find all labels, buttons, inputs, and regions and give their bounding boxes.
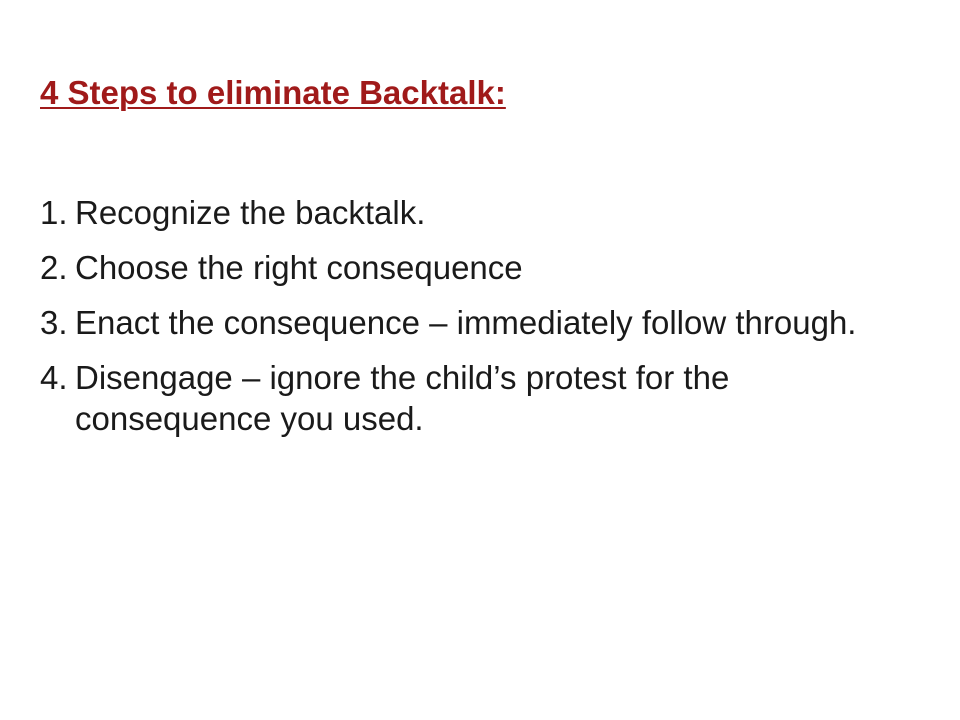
- list-item: [40, 302, 930, 343]
- step-text: Disengage – ignore the child’s protest for the consequence you used.: [75, 359, 730, 437]
- step-number: 4.: [40, 359, 68, 396]
- list-item: [40, 192, 930, 233]
- step-number: 2.: [40, 249, 68, 286]
- step-text: Enact the consequence – immediately follow through.: [75, 304, 857, 341]
- list-item: [40, 247, 930, 288]
- step-number: 1.: [40, 194, 68, 231]
- list-item: [40, 357, 930, 439]
- step-number: 3.: [40, 304, 68, 341]
- step-text: Recognize the backtalk.: [75, 194, 426, 231]
- steps-list: [40, 192, 930, 453]
- slide-title: 4 Steps to eliminate Backtalk:: [40, 74, 506, 111]
- step-text: Choose the right consequence: [75, 249, 523, 286]
